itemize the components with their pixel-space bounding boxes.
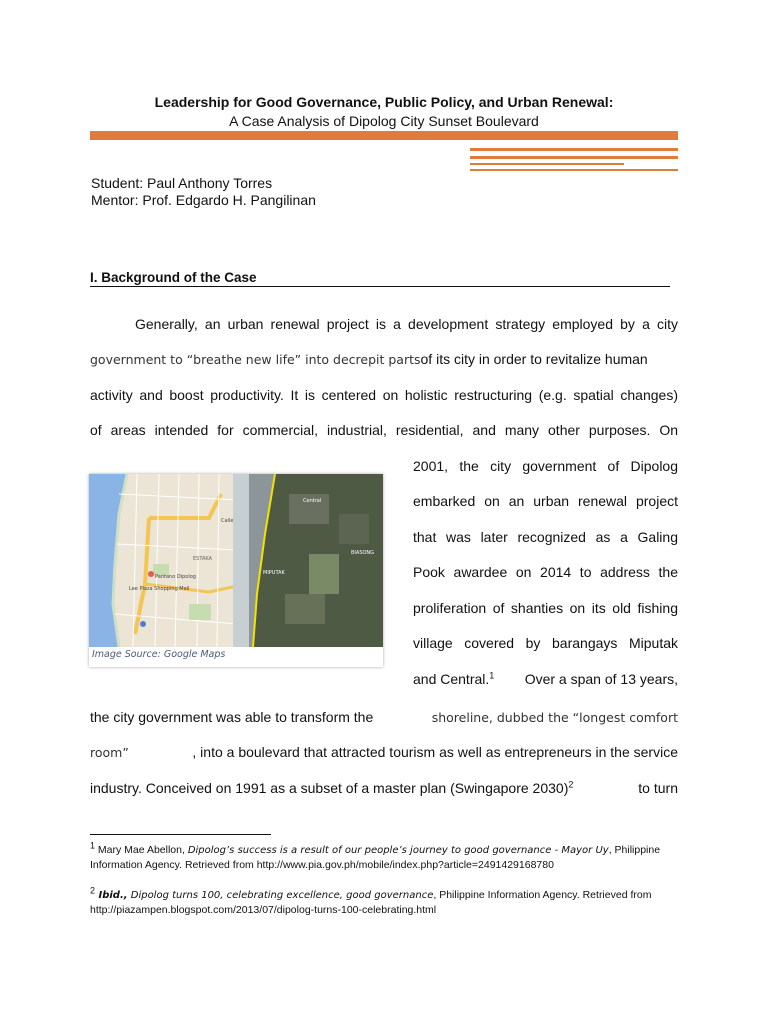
footnote-ref[interactable]: 2 [568, 779, 574, 790]
text-run: shoreline, dubbed the “longest comfort [431, 710, 678, 725]
footnote-text: , Philippine Information Agency. Retrieved from [433, 889, 652, 901]
section-heading: I. Background of the Case [90, 270, 670, 287]
paragraph-line [90, 316, 678, 333]
map-satellite-block [285, 594, 325, 624]
footnote-title: Dipolog turns 100, celebrating excellence, good governance [127, 890, 434, 901]
footnote-ibid: Ibid., [95, 890, 128, 901]
map-satellite-block [339, 514, 369, 544]
paragraph-line: 2001, the city government of Dipolog [413, 458, 678, 474]
paragraph-line [90, 744, 678, 761]
map-label: Lee Plaza Shopping Mall [129, 586, 190, 592]
footnote-text: Mary Mae Abellon, [95, 844, 188, 856]
map-figure [89, 474, 383, 667]
footnote-title: Dipolog’s success is a result of our people’s journey to good governance - Mayor Uy [187, 845, 609, 856]
footnote-ref[interactable]: 1 [489, 670, 495, 681]
footnote-text: , Philippine [608, 844, 661, 856]
text-run: to turn [638, 780, 678, 796]
map-pin [148, 571, 154, 577]
paragraph-line: that was later recognized as a Galing [413, 529, 678, 545]
map-park [189, 604, 211, 620]
footnote-1 [90, 840, 690, 873]
paragraph-line [413, 671, 678, 688]
map-label: MIPUTAK [263, 570, 285, 576]
footnote-link[interactable]: http://piazampen.blogspot.com/2013/07/dipolog-turns-100-celebrating.html [90, 904, 437, 916]
text-run: room” [90, 745, 129, 760]
footnote-separator [90, 834, 271, 835]
decor-stripe-4 [470, 169, 678, 171]
decor-stripe-2 [470, 156, 678, 159]
footnote-link[interactable]: Information Agency. Retrieved from http://www.pia.gov.ph/mobile/index.php?article=2491429168780 [90, 859, 554, 871]
paragraph-line: of areas intended for commercial, industrial, residential, and many other purposes. On [90, 422, 678, 438]
map-pin [140, 621, 146, 627]
footnote-2 [90, 885, 690, 918]
map-label: Pantano Dipolog [155, 574, 196, 580]
text-run: Over a span of 13 years, [524, 671, 678, 687]
document-title: Leadership for Good Governance, Public Policy, and Urban Renewal: [154, 94, 614, 110]
paragraph-line: Pook awardee on 2014 to address the [413, 564, 678, 580]
map-label: BIASONG [351, 550, 375, 556]
text-run: the city government was able to transform the [90, 709, 374, 725]
text-run: and Central. [413, 671, 490, 687]
text-run: Generally, an urban renewal project is a development strategy employed by a city [135, 316, 678, 332]
text-run: , into a boulevard that attracted tourism as well as entrepreneurs in the service [192, 744, 678, 760]
footnote-number: 1 [90, 840, 96, 851]
paragraph-line [90, 351, 678, 368]
map-image [89, 474, 383, 647]
paragraph-line: proliferation of shanties on its old fishing [413, 600, 678, 616]
title-accent-bar [90, 131, 678, 140]
map-satellite-block [309, 554, 339, 594]
paragraph-line: embarked on an urban renewal project [413, 493, 678, 509]
map-label: Calle [221, 518, 234, 524]
text-run [413, 671, 494, 688]
text-run: of its city in order to revitalize human [420, 351, 648, 367]
text-run: government to “breathe new life” into decrepit parts [90, 352, 421, 367]
decor-stripe-3 [470, 163, 624, 165]
paragraph-line: village covered by barangays Miputak [413, 635, 678, 651]
paragraph-line [90, 709, 678, 726]
student-name: Student: Paul Anthony Torres [91, 175, 273, 191]
figure-caption: Image Source: Google Maps [92, 649, 226, 660]
text-run [90, 780, 573, 797]
footnote-number: 2 [90, 885, 96, 896]
decor-stripe-1 [470, 148, 678, 151]
paragraph-line: activity and boost productivity. It is centered on holistic restructuring (e.g. spatial changes) [90, 387, 678, 403]
document-subtitle: A Case Analysis of Dipolog City Sunset Boulevard [229, 113, 539, 129]
map-label: Central [303, 498, 322, 504]
paragraph-line [90, 780, 678, 797]
mentor-name: Mentor: Prof. Edgardo H. Pangilinan [91, 192, 316, 208]
text-run: industry. Conceived on 1991 as a subset of a master plan (Swingapore 2030) [90, 780, 569, 796]
map-label: ESTAKA [193, 556, 213, 562]
